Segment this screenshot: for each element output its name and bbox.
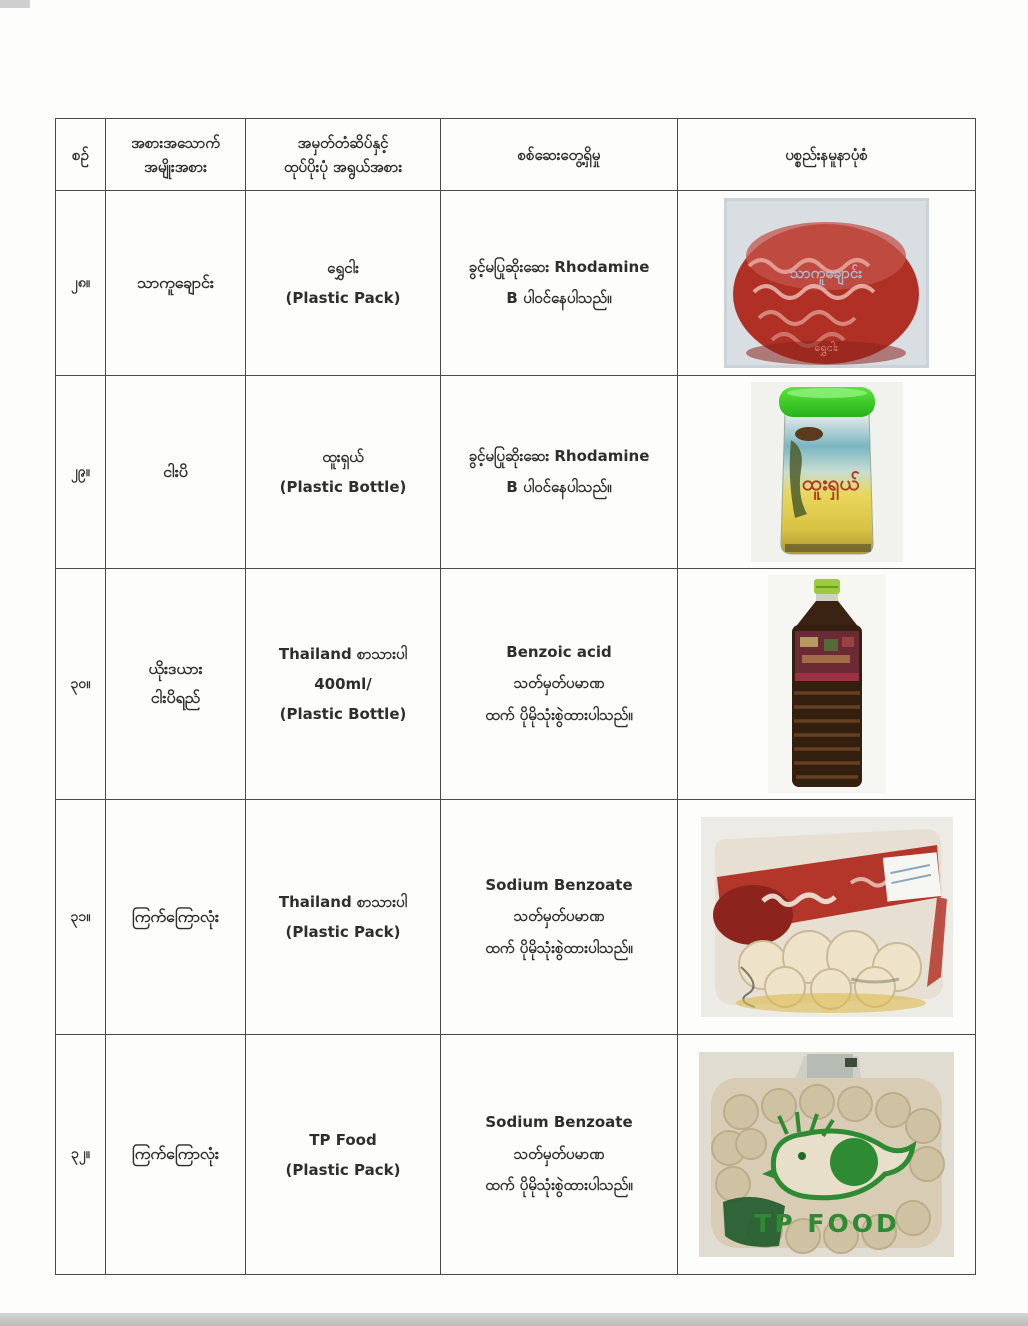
table-row (56, 569, 976, 800)
table-row (56, 1035, 976, 1275)
photo-watermark-text: သာကူချောင်း (789, 264, 863, 282)
sample-photo-cell (678, 376, 976, 569)
brand-packaging: ထူးရှယ် (Plastic Bottle) (246, 376, 441, 569)
test-result: Benzoic acid သတ်မှတ်ပမာဏ ထက် ပိုမိုသုံးစွဲထားပါသည်။ (441, 569, 678, 800)
red-sago-strips-pack-photo (724, 198, 929, 368)
table-row (56, 191, 976, 376)
serial-number: ၂၉။ (56, 376, 106, 569)
test-result: Sodium Benzoate သတ်မှတ်ပမာဏ ထက် ပိုမိုသုံးစွဲထားပါသည်။ (441, 1035, 678, 1275)
fish-sauce-bottle-photo (768, 575, 886, 793)
serial-number: ၃၂။ (56, 1035, 106, 1275)
serial-number: ၃၁။ (56, 800, 106, 1035)
sample-photo-cell (678, 1035, 976, 1275)
scan-footer-bar (0, 1313, 1028, 1326)
food-type: ကြက်ကြောလုံး (106, 1035, 246, 1275)
food-inspection-table (55, 118, 976, 1275)
photo-caption-text: ရွှေငါး (814, 341, 838, 354)
food-type: ငါးပိ (106, 376, 246, 569)
header-brand-packaging: အမှတ်တံဆိပ်နှင့် ထုပ်ပိုးပုံ အရွယ်အစား (246, 119, 441, 191)
brand-packaging: Thailand စာသားပါ 400ml/ (Plastic Bottle) (246, 569, 441, 800)
header-test-result: စစ်ဆေးတွေ့ရှိမှု (441, 119, 678, 191)
fish-paste-jar-photo (751, 382, 903, 562)
scan-corner-artifact (0, 0, 30, 8)
meatball-pack-red-photo (701, 817, 953, 1017)
sample-photo-cell (678, 191, 976, 376)
test-result: ခွင့်မပြုဆိုးဆေး Rhodamine B ပါဝင်နေပါသည်။ (441, 191, 678, 376)
table-header-row (56, 119, 976, 191)
food-type: သာကူချောင်း (106, 191, 246, 376)
sample-photo-cell (678, 569, 976, 800)
food-type: ကြက်ကြောလုံး (106, 800, 246, 1035)
serial-number: ၃၀။ (56, 569, 106, 800)
food-type: ယိုးဒယား ငါးပိရည် (106, 569, 246, 800)
header-food-type: အစားအသောက် အမျိုးအစား (106, 119, 246, 191)
header-serial: စဉ် (56, 119, 106, 191)
tp-food-logo-text: TP FOOD (754, 1209, 900, 1238)
table-row (56, 376, 976, 569)
serial-number: ၂၈။ (56, 191, 106, 376)
test-result: Sodium Benzoate သတ်မှတ်ပမာဏ ထက် ပိုမိုသုံးစွဲထားပါသည်။ (441, 800, 678, 1035)
sample-photo-cell (678, 800, 976, 1035)
jar-label-text: ထူးရှယ် (801, 471, 860, 495)
meatball-pack-tpfood-photo (699, 1052, 954, 1257)
brand-packaging: ရွှေငါး (Plastic Pack) (246, 191, 441, 376)
brand-packaging: Thailand စာသားပါ (Plastic Pack) (246, 800, 441, 1035)
brand-packaging: TP Food (Plastic Pack) (246, 1035, 441, 1275)
test-result: ခွင့်မပြုဆိုးဆေး Rhodamine B ပါဝင်နေပါသည်။ (441, 376, 678, 569)
table-row (56, 800, 976, 1035)
header-sample-photo: ပစ္စည်းနမူနာပုံစံ (678, 119, 976, 191)
